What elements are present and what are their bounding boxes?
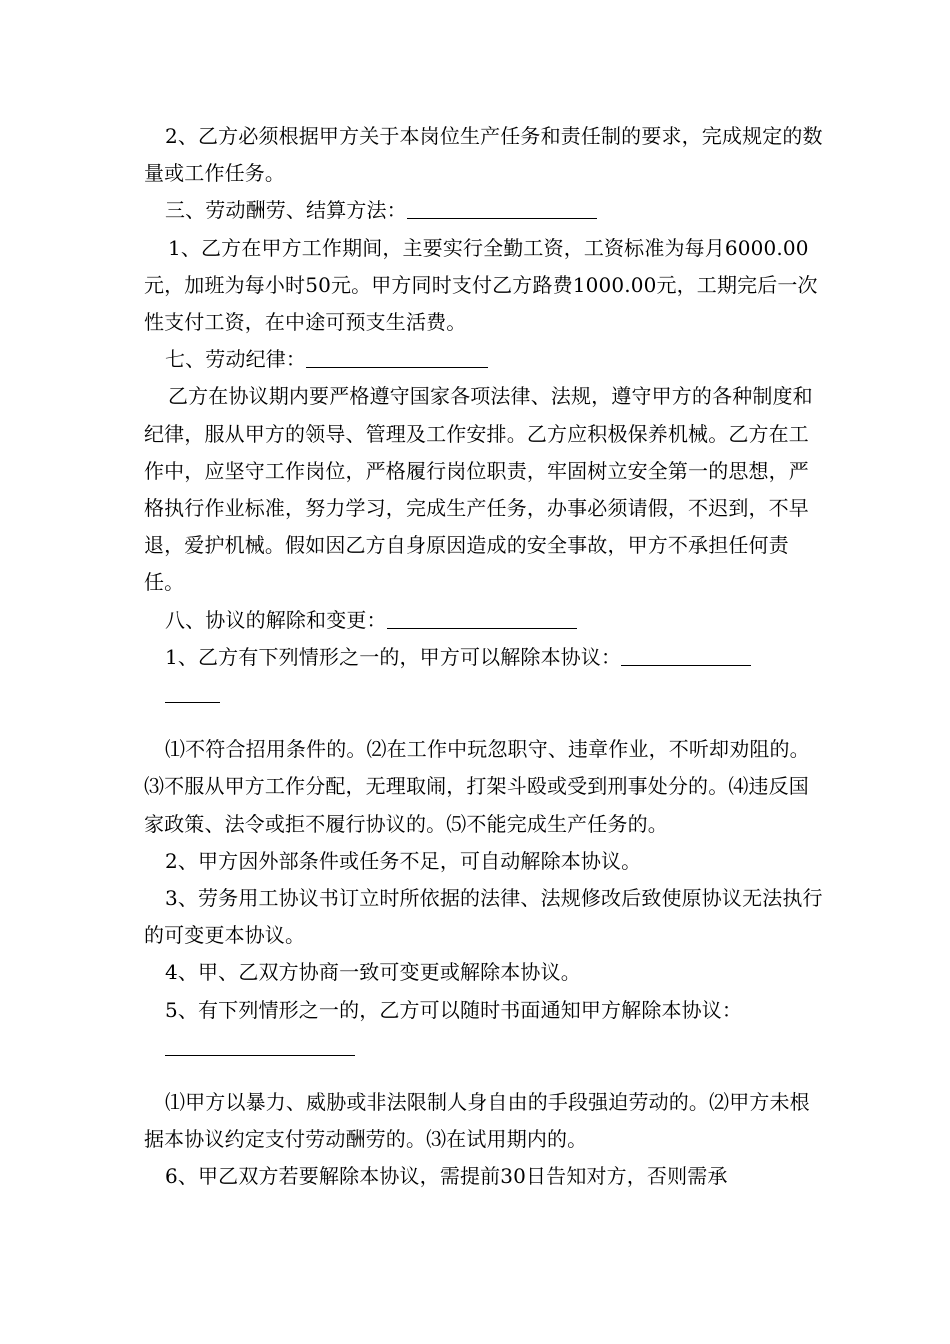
paragraph-text: 1、乙方有下列情形之一的，甲方可以解除本协议： xyxy=(165,644,622,669)
paragraph-text: ⑴不符合招用条件的。⑵在工作中玩忽职守、违章作业，不听却劝阻的。⑶不服从甲方工作分配，无理取闹，打架斗殴或受到刑事处分的。⑷违反国家政策、法令或拒不履行协议的。⑸不能完成生产任务的。 xyxy=(144,737,810,836)
blank-line xyxy=(306,345,488,368)
paragraph-text: 2、乙方必须根据甲方关于本岗位生产任务和责任制的要求，完成规定的数量或工作任务。 xyxy=(144,124,823,186)
document-body xyxy=(144,118,824,1196)
paragraph-text: 乙方在协议期内要严格遵守国家各项法律、法规，遵守甲方的各种制度和纪律，服从甲方的领导、管理及工作安排。乙方应积极保养机械。乙方在工作中，应坚守工作岗位，严格履行岗位职责，牢固树立安全第一的思想，严格执行作业标准，努力学习，完成生产任务，办事必须请假，不迟到，不早退，爱护机械。假如因乙方自身原因造成的安全事故，甲方不承担任何责任。 xyxy=(144,384,813,595)
blank-line xyxy=(165,1033,355,1056)
paragraph-text: 1、乙方在甲方工作期间，主要实行全勤工资，工资标准为每月6000.00元，加班为每小时50元。甲方同时支付乙方路费1000.00元，工期完后一次性支付工资，在中途可预支生活费。 xyxy=(144,235,818,335)
paragraph-discipline-rules xyxy=(144,378,824,601)
blank-line-continued xyxy=(165,680,220,703)
paragraph-text: 5、有下列情形之一的，乙方可以随时书面通知甲方解除本协议： xyxy=(165,997,743,1022)
blank-line xyxy=(387,606,577,629)
paragraph-party-a-termination xyxy=(144,639,824,713)
paragraph-notice-period xyxy=(144,1158,824,1195)
paragraph-wage-standard xyxy=(144,230,824,342)
blank-line xyxy=(407,196,597,219)
paragraph-text: 2、甲方因外部条件或任务不足，可自动解除本协议。 xyxy=(165,848,642,873)
paragraph-text: ⑴甲方以暴力、威胁或非法限制人身自由的手段强迫劳动的。⑵甲方未根据本协议约定支付劳动酬劳的。⑶在试用期内的。 xyxy=(144,1090,810,1152)
heading-text: 八、协议的解除和变更： xyxy=(165,607,387,632)
paragraph-2-task-requirement xyxy=(144,118,824,192)
heading-remuneration xyxy=(144,192,824,229)
paragraph-party-b-termination xyxy=(144,992,824,1066)
paragraph-text: 6、甲乙双方若要解除本协议，需提前30日告知对方，否则需承 xyxy=(165,1164,728,1189)
paragraph-external-conditions xyxy=(144,843,824,880)
paragraph-law-change xyxy=(144,880,824,954)
heading-termination-change xyxy=(144,602,824,639)
paragraph-party-b-cases xyxy=(144,1084,824,1158)
paragraph-text: 4、甲、乙双方协商一致可变更或解除本协议。 xyxy=(165,960,581,985)
heading-text: 三、劳动酬劳、结算方法： xyxy=(165,198,407,223)
blank-line xyxy=(621,643,751,666)
paragraph-mutual-agreement xyxy=(144,954,824,991)
heading-text: 七、劳动纪律： xyxy=(165,347,307,372)
paragraph-text: 3、劳务用工协议书订立时所依据的法律、法规修改后致使原协议无法执行的可变更本协议。 xyxy=(144,886,823,948)
paragraph-termination-cases xyxy=(144,731,824,843)
heading-labor-discipline xyxy=(144,341,824,378)
